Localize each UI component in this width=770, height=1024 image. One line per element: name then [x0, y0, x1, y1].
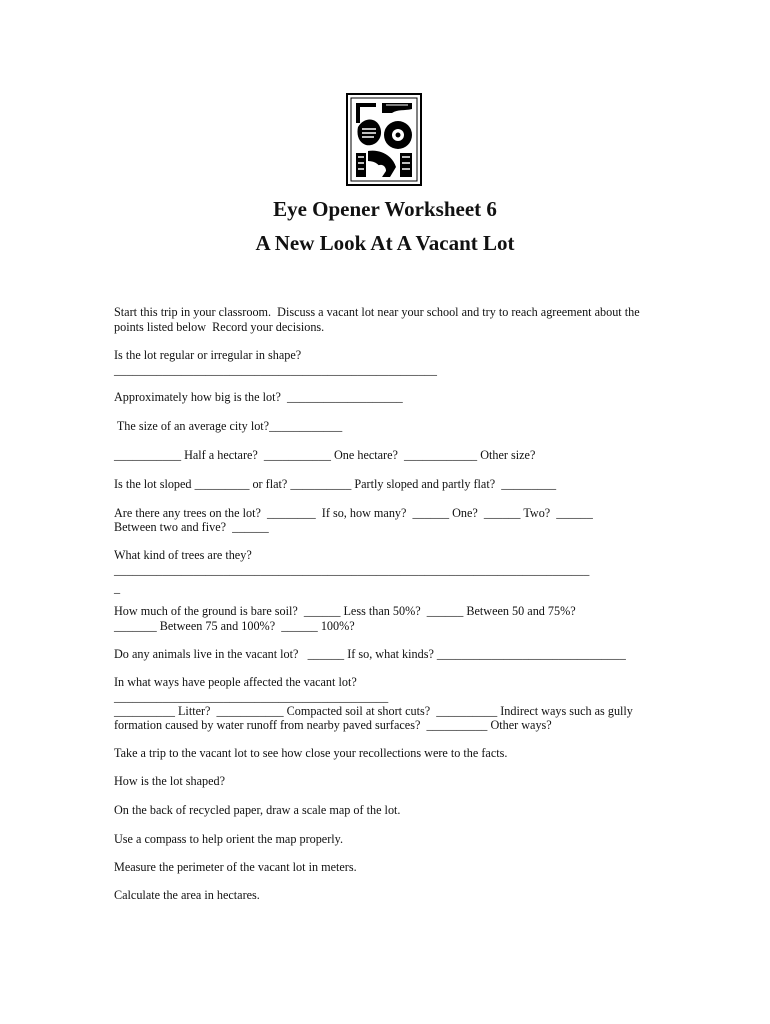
question-shape: Is the lot regular or irregular in shape?	[114, 348, 302, 362]
answer-line-shape: _____________________________________________________	[114, 363, 437, 377]
intro-line-1: Start this trip in your classroom. Discuss a vacant lot near your school and try to reach agreement about the	[114, 305, 640, 319]
instruction-perimeter: Measure the perimeter of the vacant lot in meters.	[114, 860, 357, 874]
question-animals: Do any animals live in the vacant lot? ______ If so, what kinds? _______________________________	[114, 647, 626, 661]
intro-line-2: points listed below Record your decisions.	[114, 320, 325, 334]
question-slope: Is the lot sloped _________ or flat? __________ Partly sloped and partly flat? _________	[114, 477, 557, 491]
question-tree-kind: What kind of trees are they?	[114, 548, 252, 562]
question-trees-cont: Between two and five? ______	[114, 520, 269, 534]
answer-line-tree-kind-cont: _	[114, 581, 121, 595]
question-lot-shaped: How is the lot shaped?	[114, 774, 226, 788]
answer-line-people: _____________________________________________	[114, 690, 389, 704]
question-people-options-cont: formation caused by water runoff from nearby paved surfaces? __________ Other ways?	[114, 718, 552, 732]
instruction-trip: Take a trip to the vacant lot to see how close your recollections were to the facts.	[114, 746, 508, 760]
worksheet-subtitle: A New Look At A Vacant Lot	[255, 231, 515, 255]
question-bare-soil: How much of the ground is bare soil? ______ Less than 50%? ______ Between 50 and 75%?	[114, 604, 576, 618]
worksheet-title: Eye Opener Worksheet 6	[273, 197, 497, 221]
question-people-options: __________ Litter? ___________ Compacted soil at short cuts? __________ Indirect ways such as gully	[114, 704, 633, 718]
instruction-area: Calculate the area in hectares.	[114, 888, 260, 902]
question-bare-soil-cont: _______ Between 75 and 100%? ______ 100%?	[114, 619, 355, 633]
question-people: In what ways have people affected the vacant lot?	[114, 675, 357, 689]
instruction-scale-map: On the back of recycled paper, draw a scale map of the lot.	[114, 803, 401, 817]
worksheet-logo-icon	[346, 93, 422, 186]
question-size-options: ___________ Half a hectare? ___________ One hectare? ____________ Other size?	[114, 448, 536, 462]
answer-line-tree-kind: ______________________________________________________________________________	[114, 563, 590, 577]
question-size: Approximately how big is the lot? ___________________	[114, 390, 403, 404]
question-trees: Are there any trees on the lot? ________ If so, how many? ______ One? ______ Two? ______	[114, 506, 593, 520]
question-average-lot: The size of an average city lot?____________	[114, 419, 343, 433]
instruction-compass: Use a compass to help orient the map properly.	[114, 832, 344, 846]
